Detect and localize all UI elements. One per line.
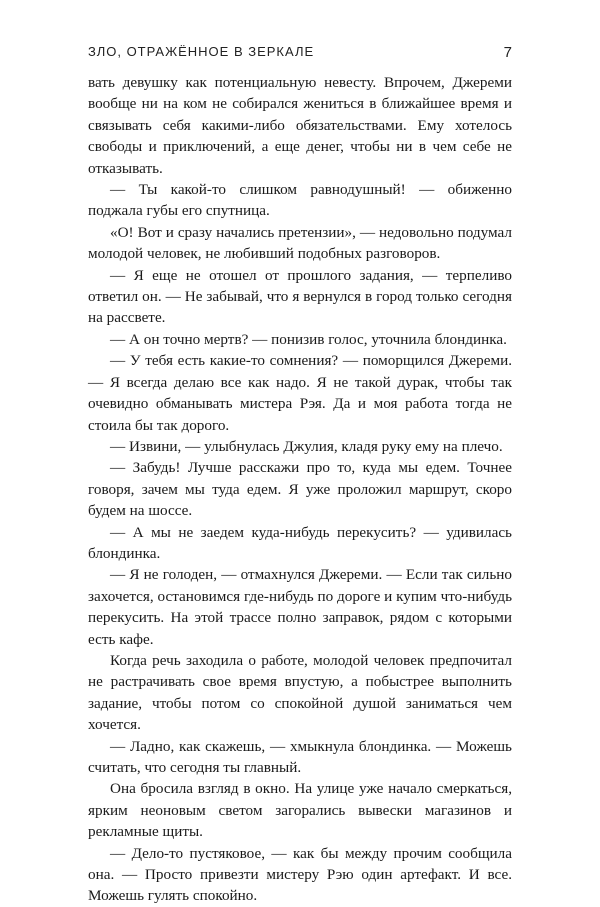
paragraph: — Ладно, как скажешь, — хмыкнула блондинка. — Можешь считать, что сегодня ты главный. — [88, 737, 512, 776]
paragraph: — Я еще не отошел от прошлого задания, — терпеливо ответил он. — Не забывай, что я вернулся в город только сегодня на рассвете. — [88, 266, 512, 327]
paragraph: — А мы не заедем куда-нибудь перекусить? — удивилась блондинка. — [88, 523, 512, 562]
paragraph: вать девушку как потенциальную невесту. Впрочем, Джереми вообще ни на ком не собирался жениться в ближайшее время и связывать себя какими-либо обязательствами. Ему хотелось свободы и приключений, а еще денег, чтобы ни в чем себе не отказывать. — [88, 74, 512, 177]
paragraph: Когда речь заходила о работе, молодой человек предпочитал не растрачивать свое время впустую, а побыстрее выполнить задание, чтобы потом со спокойной душой заниматься чем хочется. — [88, 651, 512, 734]
paragraph: Она бросила взгляд в окно. На улице уже начало смеркаться, ярким неоновым светом загорались вывески магазинов и рекламные щиты. — [88, 780, 512, 841]
paragraph: — Извини, — улыбнулась Джулия, кладя руку ему на плечо. — [110, 437, 503, 455]
paragraph: — Дело-то пустяковое, — как бы между прочим сообщила она. — Просто привезти мистеру Рэю один артефакт. И все. Можешь гулять спокойно. — [88, 844, 512, 905]
paragraph: — А он точно мертв? — понизив голос, уточнила блондинка. — [110, 330, 507, 348]
paragraph: — У тебя есть какие-то сомнения? — поморщился Джереми. — Я всегда делаю все как надо. Я не такой дурак, чтобы так очевидно обманывать мистера Рэя. Да и моя работа тогда не стоила бы так дорого. — [88, 352, 512, 434]
paragraph: «О! Вот и сразу начались претензии», — недовольно подумал молодой человек, не любивший подобных разговоров. — [88, 223, 512, 263]
body-text — [88, 72, 512, 907]
paragraph: — Ты какой-то слишком равнодушный! — обиженно поджала губы его спутница. — [88, 181, 512, 220]
paragraph: — Я не голоден, — отмахнулся Джереми. — Если так сильно захочется, остановимся где-нибудь по дороге и купим что-нибудь перекусить. На этой трассе полно заправок, рядом с которыми есть кафе. — [88, 566, 512, 648]
page-number: 7 — [503, 44, 512, 61]
running-head: ЗЛО, ОТРАЖЁННОЕ В ЗЕРКАЛЕ — [88, 44, 315, 59]
paragraph: — Забудь! Лучше расскажи про то, куда мы едем. Точнее говоря, зачем мы туда едем. Я уже проложил маршрут, скоро будем на шоссе. — [88, 459, 512, 520]
